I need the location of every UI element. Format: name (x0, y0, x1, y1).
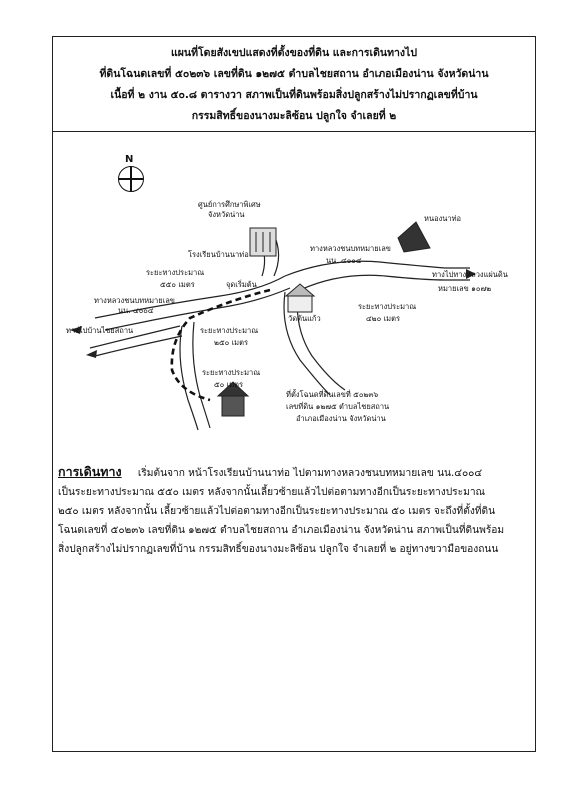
label-dist-420-b: ๔๒๐ เมตร (366, 314, 400, 323)
directions-line-2: เป็นระยะทางประมาณ ๕๕๐ เมตร หลังจากนั้นเลี้ยวซ้ายแล้วไปต่อตามทางอีกเป็นระยะทางประมาณ (58, 487, 485, 498)
label-to-chaisathan: ทางไปบ้านไชยสถาน (66, 326, 134, 335)
label-plot-a: ที่ตั้งโฉนดที่ดินเลขที่ ๕๐๒๓๖ (286, 390, 379, 399)
label-dist-550-b: ๕๕๐ เมตร (160, 280, 195, 289)
label-plot-b: เลขที่ดิน ๑๒๗๕ ตำบลไชยสถาน (286, 402, 390, 411)
label-to-highway-b: หมายเลข ๑๐๗๒ (438, 284, 492, 293)
directions-line-1: เริ่มต้นจาก หน้าโรงเรียนบ้านนาท่อ ไปตามทางหลวงชนบทหมายเลข นน.๔๐๐๔ (137, 468, 483, 479)
header-title: แผนที่โดยสังเขปแสดงที่ตั้งของที่ดิน และการเดินทางไป (171, 47, 417, 59)
label-highway-left-b: นน. ๔๐๐๔ (118, 306, 154, 315)
directions-heading: การเดินทาง (58, 464, 122, 479)
header-owner: กรรมสิทธิ์ของนางมะลิซ้อน ปลูกใจ จำเลยที่ ๒ (191, 110, 397, 122)
north-label: N (125, 154, 134, 165)
label-highway-left-a: ทางหลวงชนบทหมายเลข (94, 296, 175, 305)
directions-line-5: สิ่งปลูกสร้างไม่ปรากฏเลขที่บ้าน กรรมสิทธิ์ของนางมะลิซ้อน ปลูกใจ จำเลยที่ ๒ อยู่ทางขวามือของถนน (58, 544, 499, 555)
label-dist-250-a: ระยะทางประมาณ (200, 326, 259, 335)
label-special-school-2: จังหวัดน่าน (208, 210, 245, 219)
label-dist-50-b: ๕๐ เมตร (214, 380, 244, 389)
temple-icon (288, 296, 312, 312)
highway-right-north-edge (285, 261, 445, 276)
label-dist-250-b: ๒๕๐ เมตร (214, 338, 248, 347)
label-plot-c: อำเภอเมืองน่าน จังหวัดน่าน (296, 414, 386, 423)
arrow-west-icon (86, 350, 97, 358)
header-deed: ที่ดินโฉนดเลขที่ ๕๐๒๓๖ เลขที่ดิน ๑๒๗๕ ตำบลไชยสถาน อำเภอเมืองน่าน จังหวัดน่าน (99, 68, 489, 80)
label-dist-50-a: ระยะทางประมาณ (202, 368, 261, 377)
label-start-point: จุดเริ่มต้น (226, 280, 257, 289)
highway-right-south-edge (300, 275, 445, 290)
label-to-highway-a: ทางไปทางหลวงแผ่นดิน (432, 270, 508, 279)
road-west-south-edge (95, 336, 182, 356)
label-highway-right-a: ทางหลวงชนบทหมายเลข (310, 244, 391, 253)
directions-line-3: ๒๕๐ เมตร หลังจากนั้น เลี้ยวซ้ายแล้วไปต่อตามทางอีกเป็นระยะทางประมาณ ๕๐ เมตร จะถึงที่ตั้งที่ดิน (58, 506, 496, 517)
north-arrow-icon (118, 166, 144, 192)
plot-house-icon (222, 394, 244, 416)
label-special-school-1: ศูนย์การศึกษาพิเศษ (198, 200, 261, 209)
label-nong-nathor: หนองนาท่อ (424, 214, 462, 223)
header-area: เนื้อที่ ๒ งาน ๕๐.๘ ตารางวา สภาพเป็นที่ดินพร้อมสิ่งปลูกสร้างไม่ปรากฏเลขที่บ้าน (110, 89, 478, 101)
label-school: โรงเรียนบ้านนาท่อ (188, 250, 249, 259)
label-highway-right-b: นน. ๔๐๐๔ (326, 256, 362, 265)
pond-icon (398, 222, 430, 252)
directions-line-4: โฉนดเลขที่ ๕๐๒๓๖ เลขที่ดิน ๑๒๗๕ ตำบลไชยสถาน อำเภอเมืองน่าน จังหวัดน่าน สภาพเป็นที่ดินพร้อม (58, 525, 505, 536)
directions-text (58, 462, 530, 559)
label-dist-550-a: ระยะทางประมาณ (146, 268, 205, 277)
label-dist-420-a: ระยะทางประมาณ (358, 302, 417, 311)
label-temple: วัดต้นแก้ว (288, 314, 321, 323)
